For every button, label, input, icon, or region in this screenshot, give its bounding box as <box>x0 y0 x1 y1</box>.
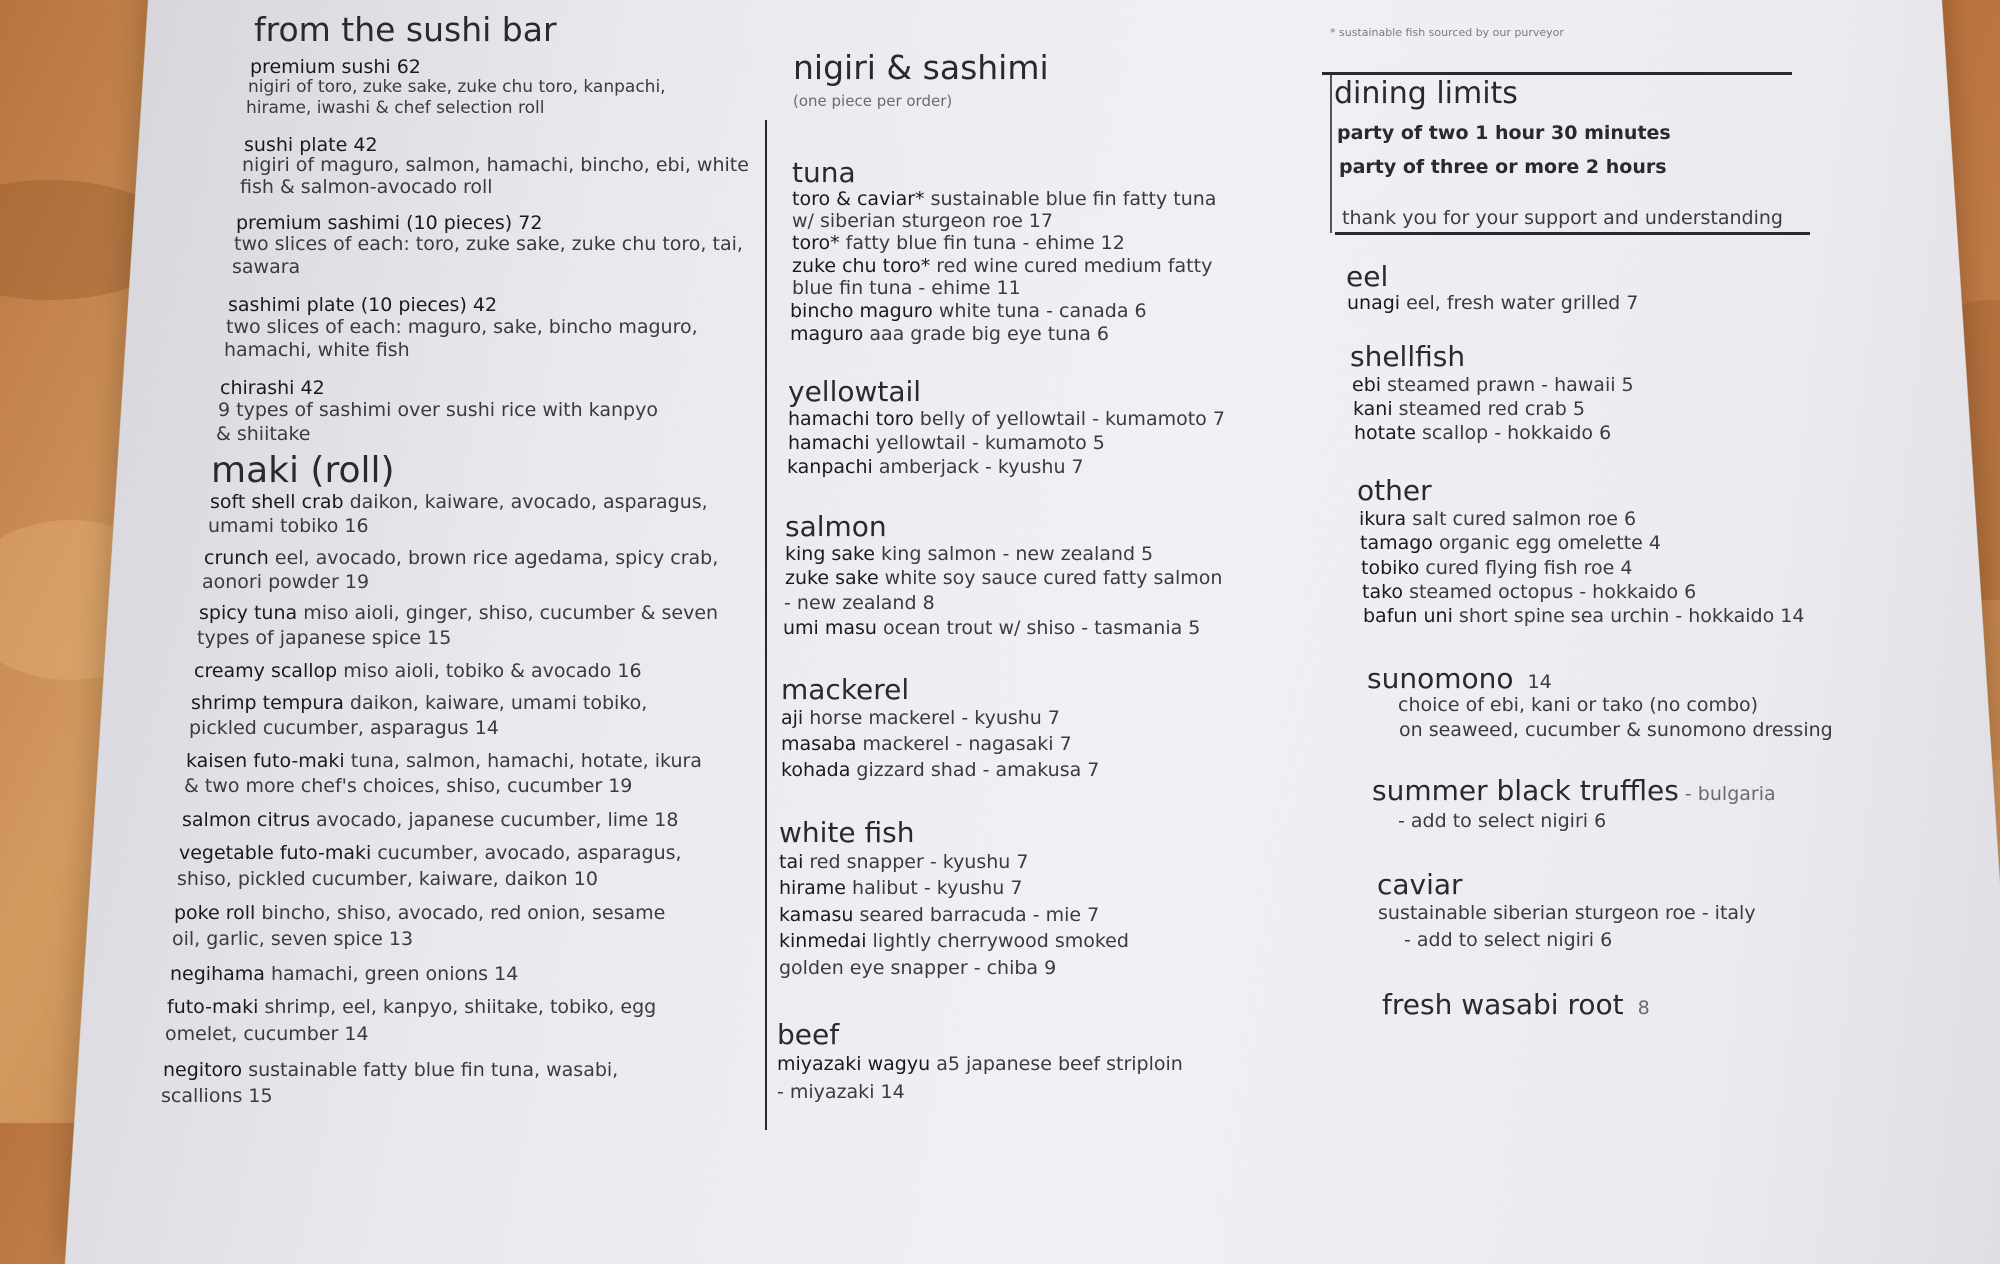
maki-name: negihama <box>170 963 265 985</box>
maki-desc: daikon, kaiware, avocado, asparagus, <box>343 491 708 513</box>
menu-line <box>1352 374 1634 396</box>
item-name: maguro <box>790 323 864 345</box>
menu-item-desc: & shiitake <box>216 423 311 445</box>
item-desc: organic egg omelette 4 <box>1432 532 1661 554</box>
item-name: toro & caviar* <box>792 188 925 210</box>
menu-item-desc: two slices of each: toro, zuke sake, zuke chu toro, tai, <box>234 233 743 255</box>
item-desc: on seaweed, cucumber & sunomono dressing <box>1399 719 1833 741</box>
menu-item-desc: nigiri of maguro, salmon, hamachi, bincho, ebi, white <box>242 154 749 176</box>
section-title: fresh wasabi root <box>1382 988 1624 1021</box>
menu-line <box>1354 422 1611 444</box>
maki-desc: pickled cucumber, asparagus 14 <box>189 717 499 739</box>
maki-name: negitoro <box>163 1059 243 1081</box>
item-desc: eel, fresh water grilled 7 <box>1400 292 1639 314</box>
item-price: 14 <box>1527 671 1552 693</box>
menu-item-desc: hamachi, white fish <box>224 339 410 361</box>
menu-line <box>1360 532 1661 554</box>
menu-line <box>777 1053 1183 1075</box>
item-desc: steamed octopus - hokkaido 6 <box>1403 581 1697 603</box>
item-desc: red snapper - kyushu 7 <box>803 851 1029 873</box>
menu-line <box>785 567 1222 589</box>
menu-line <box>783 617 1200 639</box>
maki-desc: bincho, shiso, avocado, red onion, sesame <box>255 902 666 924</box>
maki-desc: shrimp, eel, kanpyo, shiitake, tobiko, egg <box>258 996 657 1018</box>
maki-desc: & two more chef's choices, shiso, cucumber 19 <box>184 775 633 797</box>
section-title: sunomono <box>1367 662 1514 695</box>
maki-desc: miso aioli, tobiko & avocado 16 <box>337 660 642 682</box>
maki-name: crunch <box>204 547 269 569</box>
section-title: salmon <box>785 510 887 543</box>
menu-line <box>779 877 1022 899</box>
item-name: tai <box>779 851 804 873</box>
maki-desc: shiso, pickled cucumber, kaiware, daikon 10 <box>177 868 598 890</box>
item-desc: ocean trout w/ shiso - tasmania 5 <box>876 617 1201 639</box>
section-title: shellfish <box>1350 340 1466 373</box>
maki-name: futo-maki <box>167 996 259 1018</box>
item-desc: sustainable blue fin fatty tuna <box>924 188 1217 210</box>
maki-item <box>174 902 665 924</box>
menu-item-name: premium sushi 62 <box>250 56 421 78</box>
menu-line <box>785 543 1153 565</box>
item-desc: golden eye snapper - chiba 9 <box>779 957 1057 979</box>
item-name: ebi <box>1352 374 1382 396</box>
section-title: other <box>1357 474 1432 507</box>
section-title: tuna <box>792 156 856 189</box>
item-name: tamago <box>1360 532 1433 554</box>
maki-desc: avocado, japanese cucumber, lime 18 <box>309 809 679 831</box>
dining-thanks: thank you for your support and understanding <box>1342 207 1783 229</box>
item-name: tako <box>1362 581 1404 603</box>
item-price: 8 <box>1637 997 1650 1019</box>
maki-desc: types of japanese spice 15 <box>197 627 452 649</box>
item-name: aji <box>781 707 804 729</box>
divider <box>1322 72 1792 75</box>
item-name: miyazaki wagyu <box>777 1053 931 1075</box>
maki-desc: aonori powder 19 <box>202 571 370 593</box>
menu-line <box>792 255 1212 277</box>
section-title: white fish <box>779 816 915 849</box>
sustainability-note: * sustainable fish sourced by our purveyor <box>1330 26 1564 39</box>
maki-item <box>191 692 647 714</box>
item-name: bincho maguro <box>790 300 933 322</box>
menu-line <box>790 300 1147 322</box>
item-name: umi masu <box>783 617 877 639</box>
menu-line <box>1353 398 1585 420</box>
menu-item-desc: sawara <box>232 256 301 278</box>
maki-name: poke roll <box>174 902 256 924</box>
menu-item-desc: hirame, iwashi & chef selection roll <box>246 98 545 118</box>
item-name: king sake <box>785 543 875 565</box>
section-title: yellowtail <box>788 375 922 408</box>
maki-desc: omelet, cucumber 14 <box>165 1023 369 1045</box>
section-title: eel <box>1346 260 1389 293</box>
item-name: hotate <box>1354 422 1416 444</box>
item-name: ikura <box>1359 508 1407 530</box>
maki-item <box>199 602 718 624</box>
menu-item-name: premium sashimi (10 pieces) 72 <box>236 212 543 234</box>
item-name: kohada <box>781 759 851 781</box>
maki-item <box>182 809 678 831</box>
menu-item-desc: two slices of each: maguro, sake, bincho maguro, <box>226 316 698 338</box>
menu-line <box>787 456 1084 478</box>
menu-line <box>790 323 1109 345</box>
menu-item-name: sushi plate 42 <box>244 134 378 156</box>
item-desc: yellowtail - kumamoto 5 <box>869 432 1105 454</box>
menu-item-name: chirashi 42 <box>220 377 325 399</box>
menu-line <box>1362 581 1696 603</box>
maki-name: spicy tuna <box>199 602 298 624</box>
item-desc: white tuna - canada 6 <box>932 300 1147 322</box>
item-desc: white soy sauce cured fatty salmon <box>878 567 1223 589</box>
item-desc: - add to select nigiri 6 <box>1398 810 1607 832</box>
item-name: kamasu <box>779 904 854 926</box>
menu-item-name: sashimi plate (10 pieces) 42 <box>228 294 498 316</box>
item-name: zuke chu toro* <box>792 255 931 277</box>
item-desc: blue fin tuna - ehime 11 <box>792 277 1021 299</box>
maki-desc: daikon, kaiware, umami tobiko, <box>343 692 648 714</box>
item-desc: lightly cherrywood smoked <box>866 930 1129 952</box>
sushi-bar-heading: from the sushi bar <box>254 10 557 49</box>
item-desc: aaa grade big eye tuna 6 <box>863 323 1110 345</box>
menu-item-desc: 9 types of sashimi over sushi rice with kanpyo <box>218 399 658 421</box>
dining-limits-title: dining limits <box>1334 76 1518 111</box>
menu-line <box>779 851 1028 873</box>
sunomono-heading <box>1367 662 1552 695</box>
maki-name: creamy scallop <box>194 660 338 682</box>
item-name: toro* <box>792 232 840 254</box>
item-desc: sustainable siberian sturgeon roe - italy <box>1378 902 1756 924</box>
maki-item <box>167 996 656 1018</box>
section-title: beef <box>777 1018 840 1051</box>
dining-limit-line: party of two 1 hour 30 minutes <box>1337 122 1671 144</box>
maki-item <box>194 660 642 682</box>
item-desc: fatty blue fin tuna - ehime 12 <box>839 232 1125 254</box>
item-name: tobiko <box>1361 557 1420 579</box>
divider <box>1330 75 1332 233</box>
maki-desc: sustainable fatty blue fin tuna, wasabi, <box>242 1059 619 1081</box>
maki-item <box>210 491 708 513</box>
menu-line <box>792 188 1216 210</box>
nigiri-subheading: (one piece per order) <box>793 92 953 110</box>
menu-line <box>779 904 1099 926</box>
column-divider <box>765 120 767 1130</box>
nigiri-heading: nigiri & sashimi <box>793 48 1049 87</box>
section-title: caviar <box>1377 868 1463 901</box>
item-origin: - bulgaria <box>1678 783 1776 805</box>
section-title: summer black truffles <box>1372 774 1679 807</box>
item-desc: choice of ebi, kani or tako (no combo) <box>1398 694 1759 716</box>
maki-item <box>163 1059 618 1081</box>
section-title: mackerel <box>781 673 910 706</box>
item-desc: - miyazaki 14 <box>777 1081 905 1103</box>
maki-desc: cucumber, avocado, asparagus, <box>371 842 682 864</box>
menu-line <box>788 432 1105 454</box>
item-desc: salt cured salmon roe 6 <box>1406 508 1637 530</box>
menu-line <box>792 232 1125 254</box>
item-desc: seared barracuda - mie 7 <box>853 904 1100 926</box>
menu-line <box>781 707 1060 729</box>
item-desc: gizzard shad - amakusa 7 <box>850 759 1100 781</box>
item-desc: steamed prawn - hawaii 5 <box>1381 374 1634 396</box>
truffle-heading <box>1372 774 1776 807</box>
item-name: kanpachi <box>787 456 873 478</box>
item-desc: red wine cured medium fatty <box>930 255 1213 277</box>
item-name: unagi <box>1347 292 1401 314</box>
item-desc: steamed red crab 5 <box>1392 398 1585 420</box>
item-desc: scallop - hokkaido 6 <box>1415 422 1612 444</box>
maki-item <box>170 963 518 985</box>
dining-limit-line: party of three or more 2 hours <box>1339 156 1667 178</box>
menu-line <box>781 733 1072 755</box>
item-desc: mackerel - nagasaki 7 <box>856 733 1072 755</box>
maki-name: salmon citrus <box>182 809 310 831</box>
maki-heading: maki (roll) <box>211 450 395 491</box>
item-desc: horse mackerel - kyushu 7 <box>803 707 1060 729</box>
item-desc: cured flying fish roe 4 <box>1419 557 1633 579</box>
menu-line <box>781 759 1099 781</box>
maki-name: shrimp tempura <box>191 692 344 714</box>
maki-name: kaisen futo-maki <box>186 750 345 772</box>
item-desc: short spine sea urchin - hokkaido 14 <box>1452 605 1805 627</box>
item-desc: - new zealand 8 <box>784 592 935 614</box>
item-desc: amberjack - kyushu 7 <box>872 456 1084 478</box>
item-desc: w/ siberian sturgeon roe 17 <box>792 210 1053 232</box>
item-name: hamachi toro <box>788 408 914 430</box>
item-name: kinmedai <box>779 930 867 952</box>
item-desc: king salmon - new zealand 5 <box>874 543 1154 565</box>
maki-item <box>186 750 702 772</box>
maki-desc: miso aioli, ginger, shiso, cucumber & seven <box>297 602 719 624</box>
menu-line <box>1361 557 1633 579</box>
wasabi-heading <box>1382 988 1650 1021</box>
maki-item <box>204 547 718 569</box>
maki-desc: eel, avocado, brown rice agedama, spicy crab, <box>268 547 719 569</box>
item-name: hirame <box>779 877 846 899</box>
maki-desc: umami tobiko 16 <box>208 515 369 537</box>
maki-name: soft shell crab <box>210 491 344 513</box>
menu-item-desc: nigiri of toro, zuke sake, zuke chu toro, kanpachi, <box>248 77 666 97</box>
divider <box>1335 232 1810 235</box>
item-name: zuke sake <box>785 567 879 589</box>
menu-line <box>788 408 1225 430</box>
maki-desc: scallions 15 <box>161 1085 273 1107</box>
item-name: hamachi <box>788 432 870 454</box>
maki-name: vegetable futo-maki <box>179 842 372 864</box>
menu-line <box>1359 508 1636 530</box>
item-desc: halibut - kyushu 7 <box>845 877 1023 899</box>
item-name: masaba <box>781 733 857 755</box>
item-desc: belly of yellowtail - kumamoto 7 <box>913 408 1225 430</box>
item-desc: a5 japanese beef striploin <box>930 1053 1183 1075</box>
item-desc: - add to select nigiri 6 <box>1404 929 1613 951</box>
menu-item-desc: fish & salmon-avocado roll <box>240 176 493 198</box>
maki-item <box>179 842 682 864</box>
maki-desc: oil, garlic, seven spice 13 <box>172 928 414 950</box>
menu-line <box>1363 605 1804 627</box>
menu-line <box>779 930 1129 952</box>
maki-desc: tuna, salmon, hamachi, hotate, ikura <box>344 750 702 772</box>
maki-desc: hamachi, green onions 14 <box>264 963 519 985</box>
item-name: kani <box>1353 398 1393 420</box>
item-name: bafun uni <box>1363 605 1453 627</box>
menu-line <box>1347 292 1638 314</box>
